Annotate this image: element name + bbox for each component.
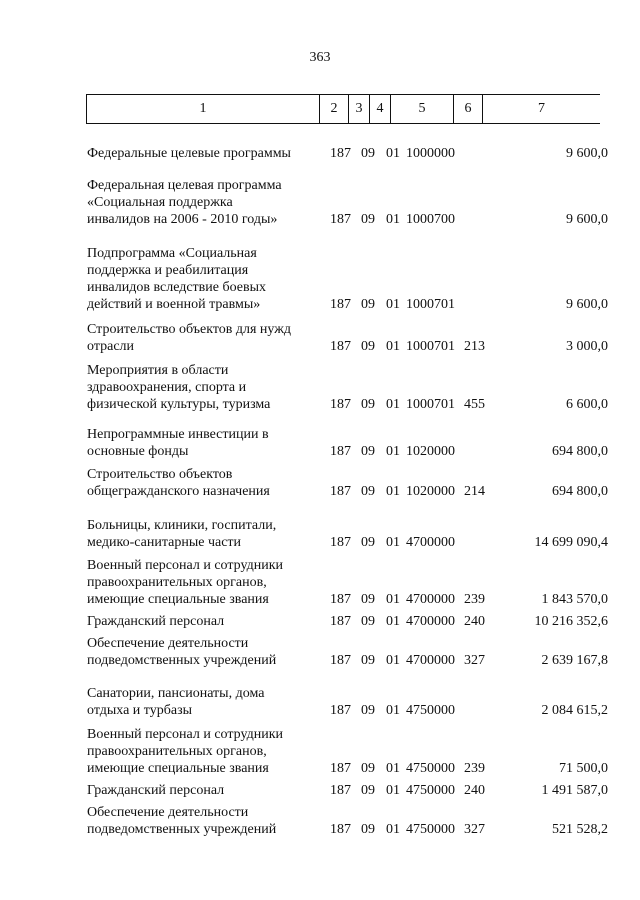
- row-amount: 2 639 167,8: [541, 653, 608, 668]
- row-name-line: Федеральная целевая программа: [87, 178, 282, 193]
- row-ministry-code: 187: [330, 703, 351, 718]
- row-target-item-code: 4700000: [406, 535, 455, 550]
- table-row: [0, 558, 640, 608]
- row-name-line: инвалидов вследствие боевых: [87, 280, 267, 295]
- row-target-item-code: 1000701: [406, 297, 455, 312]
- row-amount: 694 800,0: [552, 444, 608, 459]
- row-name-line: Строительство объектов: [87, 467, 233, 482]
- row-subsection-code: 01: [386, 146, 400, 161]
- row-name-line: Гражданский персонал: [87, 614, 225, 629]
- row-name: [87, 177, 317, 228]
- row-target-item-code: 4700000: [406, 592, 455, 607]
- row-name-line: «Социальная поддержка: [87, 195, 233, 210]
- row-name-line: Обеспечение деятельности: [87, 805, 249, 820]
- row-target-item-code: 4750000: [406, 783, 455, 798]
- row-expense-type-code: 239: [464, 592, 485, 607]
- row-name: [87, 145, 317, 162]
- table-row: [0, 145, 640, 162]
- table-row: [0, 246, 640, 313]
- row-subsection-code: 01: [386, 444, 400, 459]
- table-row: [0, 805, 640, 838]
- column-header-2: 2: [320, 95, 349, 124]
- row-name: [87, 517, 317, 551]
- row-section-code: 09: [361, 783, 375, 798]
- row-section-code: 09: [361, 614, 375, 629]
- row-name-line: имеющие специальные звания: [87, 592, 269, 607]
- row-name: [87, 613, 317, 630]
- table-row: [0, 363, 640, 413]
- row-ministry-code: 187: [330, 653, 351, 668]
- row-name-line: Военный персонал и сотрудники: [87, 727, 283, 742]
- row-amount: 9 600,0: [566, 146, 608, 161]
- row-name-line: Санатории, пансионаты, дома: [87, 686, 265, 701]
- row-subsection-code: 01: [386, 212, 400, 227]
- row-ministry-code: 187: [330, 444, 351, 459]
- row-subsection-code: 01: [386, 397, 400, 412]
- row-ministry-code: 187: [330, 822, 351, 837]
- row-name-line: Мероприятия в области: [87, 363, 229, 378]
- row-subsection-code: 01: [386, 339, 400, 354]
- row-expense-type-code: 327: [464, 822, 485, 837]
- table-row: [0, 322, 640, 355]
- row-target-item-code: 1000000: [406, 146, 455, 161]
- row-target-item-code: 1000701: [406, 397, 455, 412]
- row-subsection-code: 01: [386, 614, 400, 629]
- row-name: [87, 245, 317, 313]
- row-name: [87, 685, 317, 719]
- row-amount: 521 528,2: [552, 822, 608, 837]
- row-name-line: Больницы, клиники, госпитали,: [87, 518, 277, 533]
- row-amount: 71 500,0: [559, 761, 608, 776]
- table-row: [0, 427, 640, 460]
- row-ministry-code: 187: [330, 783, 351, 798]
- row-name: [87, 557, 317, 608]
- row-subsection-code: 01: [386, 761, 400, 776]
- row-section-code: 09: [361, 653, 375, 668]
- row-name: [87, 466, 317, 500]
- row-target-item-code: 1020000: [406, 484, 455, 499]
- row-expense-type-code: 240: [464, 783, 485, 798]
- row-name-line: отдыха и турбазы: [87, 703, 193, 718]
- table-row: [0, 727, 640, 777]
- row-expense-type-code: 455: [464, 397, 485, 412]
- row-subsection-code: 01: [386, 783, 400, 798]
- table-row: [0, 467, 640, 500]
- row-name-line: отрасли: [87, 339, 135, 354]
- row-amount: 14 699 090,4: [534, 535, 608, 550]
- row-ministry-code: 187: [330, 146, 351, 161]
- row-name-line: подведомственных учреждений: [87, 822, 277, 837]
- row-expense-type-code: 213: [464, 339, 485, 354]
- row-target-item-code: 1000700: [406, 212, 455, 227]
- table-row: [0, 636, 640, 669]
- row-section-code: 09: [361, 592, 375, 607]
- row-ministry-code: 187: [330, 614, 351, 629]
- row-amount: 9 600,0: [566, 297, 608, 312]
- row-ministry-code: 187: [330, 397, 351, 412]
- row-expense-type-code: 327: [464, 653, 485, 668]
- row-expense-type-code: 240: [464, 614, 485, 629]
- row-target-item-code: 4750000: [406, 822, 455, 837]
- row-amount: 1 491 587,0: [541, 783, 608, 798]
- row-section-code: 09: [361, 146, 375, 161]
- column-header-1: 1: [87, 95, 320, 124]
- table-row: [0, 613, 640, 630]
- row-name-line: подведомственных учреждений: [87, 653, 277, 668]
- row-amount: 694 800,0: [552, 484, 608, 499]
- row-target-item-code: 1020000: [406, 444, 455, 459]
- row-name-line: правоохранительных органов,: [87, 744, 267, 759]
- row-name-line: Строительство объектов для нужд: [87, 322, 292, 337]
- row-section-code: 09: [361, 822, 375, 837]
- row-target-item-code: 4700000: [406, 614, 455, 629]
- column-header-4: 4: [370, 95, 391, 124]
- row-subsection-code: 01: [386, 484, 400, 499]
- row-name-line: Военный персонал и сотрудники: [87, 558, 283, 573]
- row-target-item-code: 1000701: [406, 339, 455, 354]
- row-ministry-code: 187: [330, 535, 351, 550]
- row-name: [87, 321, 317, 355]
- row-expense-type-code: 214: [464, 484, 485, 499]
- row-name-line: здравоохранения, спорта и: [87, 380, 247, 395]
- row-amount: 2 084 615,2: [541, 703, 608, 718]
- row-name: [87, 426, 317, 460]
- table-row: [0, 686, 640, 719]
- row-name: [87, 362, 317, 413]
- row-name: [87, 782, 317, 799]
- row-name-line: Гражданский персонал: [87, 783, 225, 798]
- row-name: [87, 804, 317, 838]
- row-section-code: 09: [361, 397, 375, 412]
- row-name-line: физической культуры, туризма: [87, 397, 271, 412]
- row-section-code: 09: [361, 484, 375, 499]
- column-header-5: 5: [391, 95, 454, 124]
- row-name-line: имеющие специальные звания: [87, 761, 269, 776]
- row-subsection-code: 01: [386, 822, 400, 837]
- row-section-code: 09: [361, 339, 375, 354]
- row-ministry-code: 187: [330, 297, 351, 312]
- row-amount: 9 600,0: [566, 212, 608, 227]
- row-name-line: основные фонды: [87, 444, 189, 459]
- row-subsection-code: 01: [386, 653, 400, 668]
- column-header-3: 3: [349, 95, 370, 124]
- row-name: [87, 635, 317, 669]
- row-amount: 3 000,0: [566, 339, 608, 354]
- row-section-code: 09: [361, 535, 375, 550]
- row-subsection-code: 01: [386, 592, 400, 607]
- row-name: [87, 726, 317, 777]
- table-row: [0, 782, 640, 799]
- row-subsection-code: 01: [386, 535, 400, 550]
- row-expense-type-code: 239: [464, 761, 485, 776]
- row-name-line: инвалидов на 2006 - 2010 годы»: [87, 212, 278, 227]
- row-ministry-code: 187: [330, 761, 351, 776]
- row-section-code: 09: [361, 444, 375, 459]
- row-name-line: Обеспечение деятельности: [87, 636, 249, 651]
- page-number: 363: [309, 50, 331, 65]
- row-name-line: правоохранительных органов,: [87, 575, 267, 590]
- row-ministry-code: 187: [330, 484, 351, 499]
- row-amount: 6 600,0: [566, 397, 608, 412]
- row-target-item-code: 4750000: [406, 761, 455, 776]
- row-section-code: 09: [361, 761, 375, 776]
- row-name-line: поддержка и реабилитация: [87, 263, 249, 278]
- row-section-code: 09: [361, 212, 375, 227]
- row-name-line: Федеральные целевые программы: [87, 146, 291, 161]
- row-subsection-code: 01: [386, 703, 400, 718]
- column-header-7: 7: [483, 95, 601, 124]
- table-row: [0, 178, 640, 228]
- column-header-6: 6: [454, 95, 483, 124]
- row-name-line: медико-санитарные части: [87, 535, 242, 550]
- row-name-line: общегражданского назначения: [87, 484, 270, 499]
- row-ministry-code: 187: [330, 212, 351, 227]
- row-amount: 10 216 352,6: [534, 614, 608, 629]
- row-section-code: 09: [361, 297, 375, 312]
- row-target-item-code: 4750000: [406, 703, 455, 718]
- row-ministry-code: 187: [330, 339, 351, 354]
- row-amount: 1 843 570,0: [541, 592, 608, 607]
- row-name-line: Подпрограмма «Социальная: [87, 246, 257, 261]
- table-row: [0, 518, 640, 551]
- row-target-item-code: 4700000: [406, 653, 455, 668]
- row-section-code: 09: [361, 703, 375, 718]
- row-ministry-code: 187: [330, 592, 351, 607]
- row-name-line: Непрограммные инвестиции в: [87, 427, 269, 442]
- row-subsection-code: 01: [386, 297, 400, 312]
- row-name-line: действий и военной травмы»: [87, 297, 261, 312]
